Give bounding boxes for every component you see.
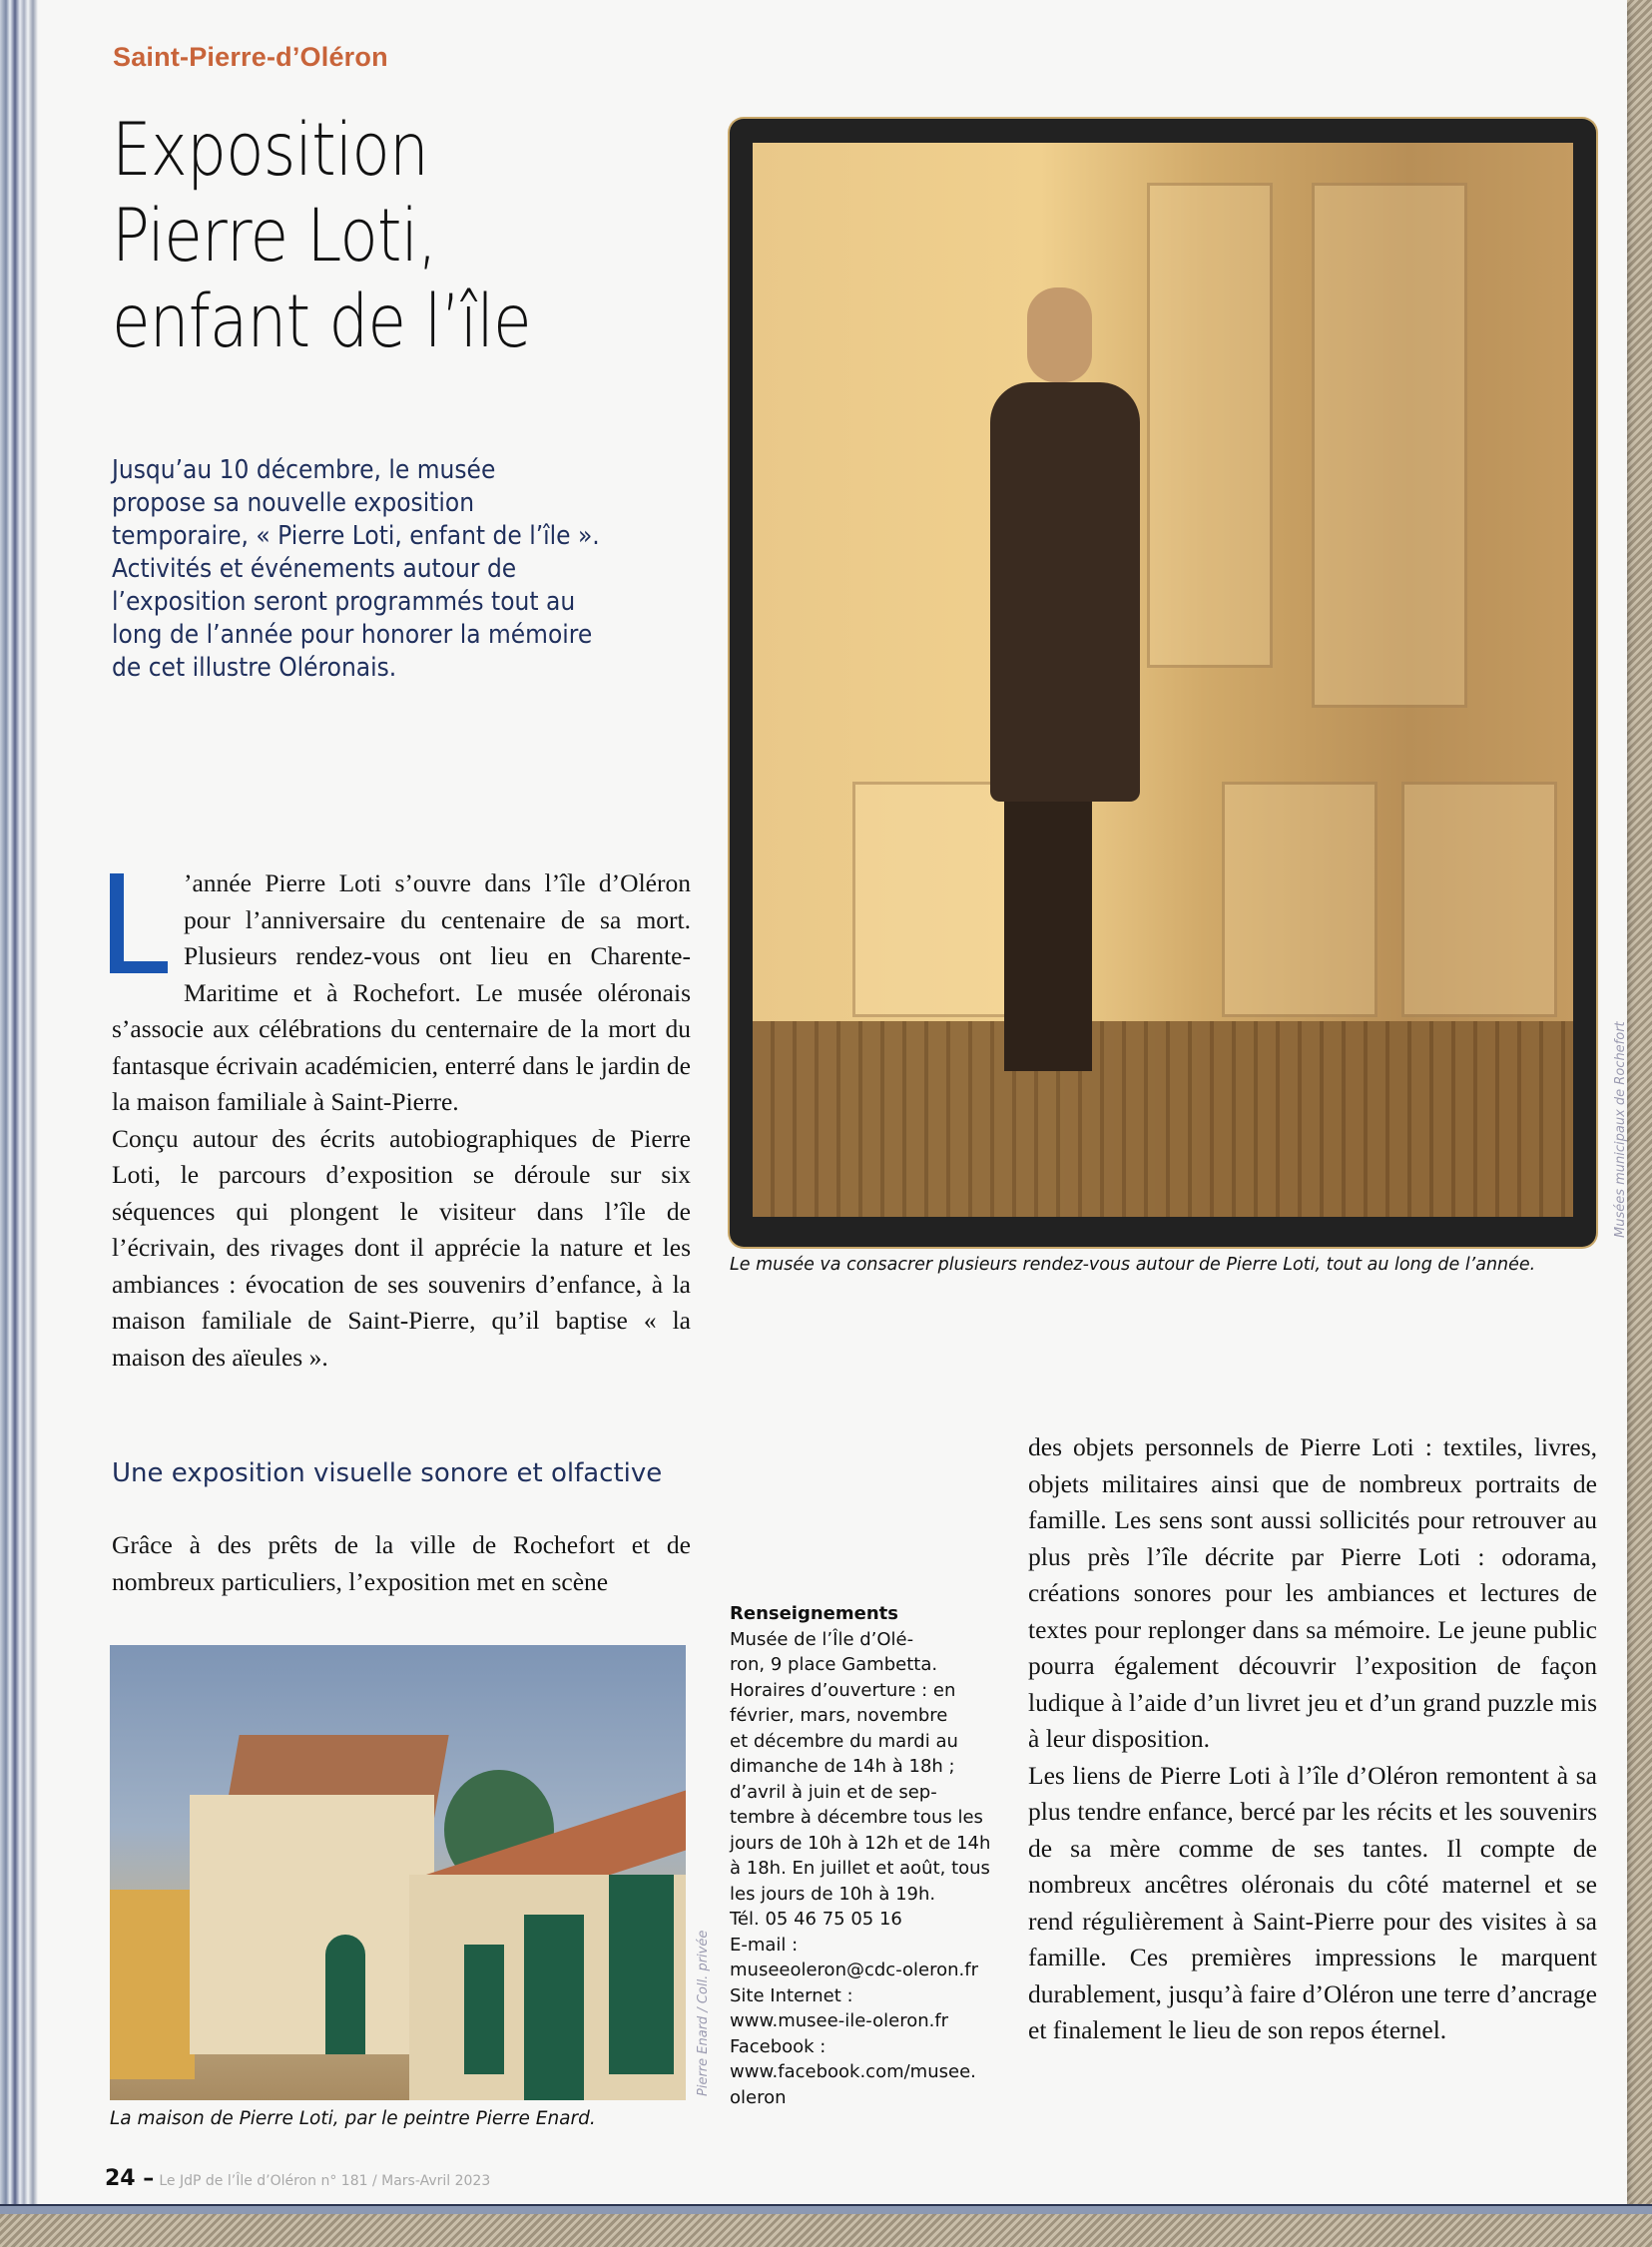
figure-head [1027,287,1092,382]
body-paragraph: Les liens de Pierre Loti à l’île d’Oléron remontent à sa plus tendre enfance, bercé par les récits et les souvenirs de sa mère comme de ses tantes. Il compte de nombreux ancêtres oléronais du côté maternel et se rend régulièrement à Saint-Pierre pour des visites à sa famille. Ces premières impressions le marquent durablement, jusqu’à faire d’Oléron une terre d’ancrage et finalement le lieu de son repos éternel. [1028,1760,1597,2044]
body-column-left [112,865,691,1376]
wainscot-panel [852,782,1008,1017]
green-gate [524,1915,584,2100]
wall-panel [1147,183,1273,668]
photo-credit: Musées municipaux de Rochefort [1613,1021,1628,1238]
info-box [730,1601,1004,2110]
page-number: 24 – [105,2166,155,2191]
lead-line: temporaire, « Pierre Loti, enfant de l’île ». [112,521,600,551]
body-paragraph: Conçu autour des écrits autobiographiques de Pierre Loti, le parcours d’exposition se déroule sur six séquences qui plongent le visiteur dans l’île de l’écrivain, des rivages dont il apprécie la nature et les ambiances : évocation de ses souvenirs d’enfance, à la maison familiale de Saint-Pierre, qu’il baptise « la maison des aïeules ». [112,1123,691,1372]
title-line: Exposition [112,108,428,193]
email-address: museeoleron@cdc-oleron.fr [730,1960,979,1980]
info-line: dimanche de 14h à 18h ; [730,1756,955,1777]
info-line: ron, 9 place Gambetta. [730,1654,938,1675]
portrait-caption: Le musée va consacrer plusieurs rendez-vous autour de Pierre Loti, tout au long de l’année. [730,1255,1536,1275]
website-url: www.musee-ile-oleron.fr [730,2010,949,2031]
lead-line: l’exposition seront programmés tout au [112,587,576,617]
page-spine [0,0,38,2206]
title-line: Pierre Loti, [112,194,437,279]
info-line: et décembre du mardi au [730,1730,958,1752]
facebook-url: www.facebook.com/musee. [730,2061,976,2082]
body-paragraph: Grâce à des prêts de la ville de Rochefort et de nombreux particuliers, l’exposition met en scène [112,1530,691,1596]
info-line: février, mars, novembre [730,1705,948,1726]
wainscot-panel [1222,782,1377,1017]
section-subheading: Une exposition visuelle sonore et olfactive [112,1458,663,1488]
info-line: tembre à décembre tous les [730,1807,983,1828]
parquet-floor [753,1021,1573,1217]
drop-cap-L-glyph [110,873,124,973]
wall-panel [1312,183,1467,708]
page-bottom-edge [0,2204,1652,2214]
publication-info: Le JdP de l’Île d’Oléron n° 181 / Mars-Avril 2023 [159,2173,491,2189]
info-line: E-mail : [730,1934,799,1956]
article-title [112,108,711,365]
green-gate [609,1875,674,2074]
info-line: Horaires d’ouverture : en [730,1679,956,1701]
painting-image [110,1645,686,2100]
info-line: jours de 10h à 12h et de 14h [730,1832,991,1854]
title-line: enfant de l’île [112,280,531,364]
info-line: Facebook : [730,2035,826,2057]
painting-credit: Pierre Enard / Coll. privée [696,1930,711,2096]
green-door [325,1935,365,2054]
lead-line: Jusqu’au 10 décembre, le musée [112,455,496,485]
uniformed-figure [990,382,1140,802]
info-line: Musée de l’Île d’Olé- [730,1628,914,1650]
figure-legs [1004,782,1092,1071]
wainscot-panel [1401,782,1557,1017]
info-label: Renseignements [730,1603,898,1624]
lead-line: propose sa nouvelle exposition [112,488,475,518]
phone-number: Tél. 05 46 75 05 16 [730,1909,902,1930]
lead-line: Activités et événements autour de [112,554,517,584]
article-lead [112,454,711,685]
body-paragraph: des objets personnels de Pierre Loti : textiles, livres, objets militaires ainsi que de nombreux portraits de famille. Les sens sont aussi sollicités pour retrouver au plus près l’île décrite par Pierre Loti : odorama, créations sonores pour les ambiances et lectures de textes pour replonger dans sa mémoire. Le jeune public pourra également découvrir l’exposition de façon ludique à l’aide d’un livret jeu et d’un grand puzzle mis à leur disposition. [1028,1432,1597,1753]
facebook-url-cont: oleron [730,2086,787,2108]
yellow-house [110,1890,195,2079]
info-line: les jours de 10h à 19h. [730,1883,936,1905]
painting-caption: La maison de Pierre Loti, par le peintre Pierre Enard. [110,2108,596,2129]
sepia-portrait-image [753,143,1573,1217]
lead-line: de cet illustre Oléronais. [112,653,397,683]
lead-line: long de l’année pour honorer la mémoire [112,620,593,650]
info-line: Site Internet : [730,1984,853,2006]
main-house [190,1795,434,2054]
page-footer [105,2166,490,2191]
body-paragraph: ’année Pierre Loti s’ouvre dans l’île d’Oléron pour l’anniversaire du centenaire de sa mort. Plusieurs rendez-vous ont lieu en Charente-Maritime et à Rochefort. Le musée oléronais s’associe aux célébrations du centernaire de la mort du fantasque écrivain académicien, enterré dans le jardin de la maison familiale à Saint-Pierre. [112,868,691,1116]
drop-cap [110,873,176,981]
portrait-photo [730,119,1596,1247]
green-shutter [464,1945,504,2074]
info-line: d’avril à juin et de sep- [730,1781,937,1803]
body-column-left-continued [112,1527,691,1600]
body-column-right [1028,1429,1597,2049]
info-line: à 18h. En juillet et août, tous [730,1858,990,1879]
section-kicker: Saint-Pierre-d’Oléron [113,42,388,72]
